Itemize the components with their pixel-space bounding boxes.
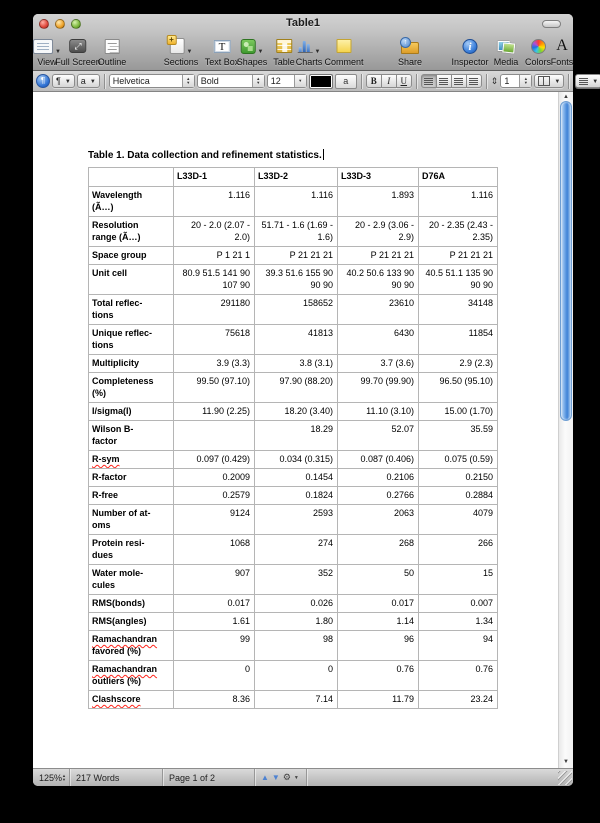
toolbar-outline-button[interactable]: Outline	[98, 34, 127, 68]
value-cell[interactable]: 266	[419, 535, 498, 565]
value-cell[interactable]: 0.76	[338, 661, 419, 691]
value-cell[interactable]: 1.893	[338, 187, 419, 217]
columns-icon	[538, 76, 550, 86]
resize-grip[interactable]	[558, 771, 572, 785]
justify-button[interactable]	[466, 74, 482, 88]
close-button[interactable]	[39, 19, 49, 29]
status-bar	[33, 768, 573, 786]
gear-icon[interactable]: ⚙	[282, 772, 291, 782]
table-row	[89, 595, 498, 613]
value-cell[interactable]: 34148	[419, 295, 498, 325]
table-row	[89, 355, 498, 373]
row-label[interactable]: Resolution range (Ã…)	[89, 217, 174, 247]
toolbar-media-button[interactable]: Media	[494, 34, 519, 68]
document-page[interactable]	[33, 92, 558, 768]
value-cell[interactable]: 2593	[255, 505, 338, 535]
table-row	[89, 295, 498, 325]
table-row	[89, 403, 498, 421]
value-cell[interactable]: 0.1454	[255, 469, 338, 487]
colors-icon	[530, 39, 545, 54]
sections-icon	[170, 38, 185, 54]
row-label[interactable]: Ramachandran favored (%)	[89, 631, 174, 661]
value-cell[interactable]: 0.2106	[338, 469, 419, 487]
value-cell[interactable]: P 21 21 21	[419, 247, 498, 265]
zoom-level: 125%	[39, 772, 63, 783]
row-label[interactable]: Protein resi- dues	[89, 535, 174, 565]
value-cell[interactable]: 1068	[174, 535, 255, 565]
table-row	[89, 505, 498, 535]
value-cell[interactable]: 0.017	[174, 595, 255, 613]
toolbar-shapes-button[interactable]: ▼ Shapes	[237, 34, 268, 68]
window-chrome	[33, 14, 573, 71]
value-cell[interactable]: 1.116	[174, 187, 255, 217]
row-label[interactable]: R-free	[89, 487, 174, 505]
previous-page-button[interactable]: ▲	[261, 772, 269, 782]
shapes-icon	[241, 39, 256, 54]
value-cell[interactable]: 4079	[419, 505, 498, 535]
media-icon	[497, 39, 515, 53]
value-cell[interactable]: 39.3 51.6 155 90 90 90	[255, 265, 338, 295]
value-cell[interactable]: 1.116	[255, 187, 338, 217]
stats-table-body	[89, 168, 498, 709]
align-right-icon	[454, 78, 463, 85]
toolbar	[33, 33, 573, 70]
value-cell[interactable]: 7.14	[255, 691, 338, 709]
value-cell[interactable]: P 21 21 21	[255, 247, 338, 265]
zoom-control[interactable]	[33, 769, 70, 786]
value-cell[interactable]: P 21 21 21	[338, 247, 419, 265]
table-icon	[276, 39, 292, 53]
value-cell[interactable]: 50	[338, 565, 419, 595]
row-label[interactable]: Wilson B- factor	[89, 421, 174, 451]
value-cell[interactable]: 0.2579	[174, 487, 255, 505]
row-label[interactable]: Multiplicity	[89, 355, 174, 373]
align-center-button[interactable]	[436, 74, 452, 88]
corner-cell[interactable]	[89, 168, 174, 187]
table-row	[89, 661, 498, 691]
table-row	[89, 451, 498, 469]
value-cell[interactable]: 99.50 (97.10)	[174, 373, 255, 403]
row-label[interactable]: R-sym	[89, 451, 174, 469]
value-cell[interactable]: 1.116	[419, 187, 498, 217]
value-cell[interactable]: 1.14	[338, 613, 419, 631]
value-cell[interactable]: 98	[255, 631, 338, 661]
alignment-group	[421, 74, 482, 88]
vertical-scrollbar[interactable]	[558, 92, 573, 768]
character-style-menu[interactable]: a ▼	[77, 74, 100, 88]
row-label[interactable]: Space group	[89, 247, 174, 265]
value-cell[interactable]: 9124	[174, 505, 255, 535]
format-bar	[33, 71, 599, 92]
value-cell[interactable]: 0.2009	[174, 469, 255, 487]
value-cell[interactable]: 1.34	[419, 613, 498, 631]
toolbar-sections-button[interactable]: + ▼ Sections	[164, 34, 199, 68]
share-icon	[401, 42, 419, 54]
value-cell[interactable]: 96.50 (95.10)	[419, 373, 498, 403]
page-navigation	[255, 769, 307, 786]
scroll-down-arrow[interactable]: ▼	[563, 759, 569, 765]
row-label[interactable]: RMS(angles)	[89, 613, 174, 631]
row-label[interactable]: I/sigma(I)	[89, 403, 174, 421]
table-header-row	[89, 168, 498, 187]
font-family-select[interactable]: Helvetica ▲ ▼	[109, 74, 195, 88]
fullscreen-icon: ⤢	[70, 39, 87, 53]
row-label[interactable]: Ramachandran outliers (%)	[89, 661, 174, 691]
value-cell[interactable]: 0.087 (0.406)	[338, 451, 419, 469]
value-cell[interactable]: 11854	[419, 325, 498, 355]
value-cell[interactable]: 18.20 (3.40)	[255, 403, 338, 421]
row-label[interactable]: Completeness (%)	[89, 373, 174, 403]
chevron-down-icon: ▼	[592, 79, 599, 85]
row-label[interactable]: Clashscore	[89, 691, 174, 709]
table-row	[89, 565, 498, 595]
chevron-down-icon: ▼	[294, 75, 306, 87]
value-cell[interactable]: 0.026	[255, 595, 338, 613]
highlight-color-well[interactable]: a	[335, 74, 357, 89]
value-cell[interactable]: 97.90 (88.20)	[255, 373, 338, 403]
table-row	[89, 487, 498, 505]
page-indicator[interactable]: Page 1 of 2	[163, 769, 255, 786]
value-cell[interactable]: 0.097 (0.429)	[174, 451, 255, 469]
chevron-down-icon: ▼	[55, 49, 61, 55]
next-page-button[interactable]: ▼	[271, 772, 280, 782]
value-cell[interactable]: 0.007	[419, 595, 498, 613]
table-row	[89, 265, 498, 295]
value-cell[interactable]: 6430	[338, 325, 419, 355]
align-left-icon	[424, 78, 433, 85]
value-cell[interactable]: 268	[338, 535, 419, 565]
font-style-select[interactable]: Bold ▲ ▼	[197, 74, 265, 88]
text-style-group	[366, 74, 412, 88]
scroll-up-arrow[interactable]: ▲	[563, 94, 569, 100]
toolbar-view-button[interactable]: ▼ View	[33, 34, 61, 68]
value-cell[interactable]: 94	[419, 631, 498, 661]
row-label[interactable]: Water mole- cules	[89, 565, 174, 595]
value-cell[interactable]: 0.76	[419, 661, 498, 691]
value-cell[interactable]: 0.017	[338, 595, 419, 613]
table-row	[89, 613, 498, 631]
table-row	[89, 469, 498, 487]
scrollbar-thumb[interactable]	[560, 101, 572, 421]
list-style-button[interactable]	[575, 74, 600, 88]
value-cell[interactable]: 274	[255, 535, 338, 565]
value-cell[interactable]: 2.9 (2.3)	[419, 355, 498, 373]
stepper-icon: ▲ ▼	[519, 75, 531, 87]
row-label[interactable]: RMS(bonds)	[89, 595, 174, 613]
stepper-icon: ▲ ▼	[252, 75, 264, 87]
inspector-icon: i	[463, 39, 478, 54]
table-row	[89, 373, 498, 403]
window-controls	[39, 19, 81, 29]
table-caption[interactable]: Table 1. Data collection and refinement statistics.	[88, 150, 322, 161]
value-cell[interactable]: 0.2150	[419, 469, 498, 487]
word-count: 217 Words	[70, 769, 163, 786]
row-label[interactable]: Number of at- oms	[89, 505, 174, 535]
textbox-icon: T	[213, 40, 230, 53]
value-cell[interactable]: 11.10 (3.10)	[338, 403, 419, 421]
value-cell[interactable]: 3.9 (3.3)	[174, 355, 255, 373]
stepper-icon: ▲ ▼	[62, 772, 66, 782]
value-cell[interactable]: 52.07	[338, 421, 419, 451]
italic-button[interactable]: I	[381, 74, 397, 88]
table-row	[89, 247, 498, 265]
column-header[interactable]: L33D-3	[338, 168, 419, 187]
value-cell[interactable]: 75618	[174, 325, 255, 355]
value-cell[interactable]: 0.1824	[255, 487, 338, 505]
zoom-button[interactable]	[71, 19, 81, 29]
value-cell[interactable]: 96	[338, 631, 419, 661]
paragraph-style-menu[interactable]: ¶ ▼	[52, 74, 75, 88]
value-cell[interactable]: 0	[255, 661, 338, 691]
value-cell[interactable]: 0	[174, 661, 255, 691]
value-cell[interactable]: 11.90 (2.25)	[174, 403, 255, 421]
table-row	[89, 187, 498, 217]
table-row	[89, 217, 498, 247]
row-label[interactable]: Total reflec- tions	[89, 295, 174, 325]
align-right-button[interactable]	[451, 74, 467, 88]
value-cell[interactable]: 352	[255, 565, 338, 595]
value-cell[interactable]: 158652	[255, 295, 338, 325]
column-header[interactable]: D76A	[419, 168, 498, 187]
chevron-down-icon: ▼	[257, 49, 264, 55]
list-icon	[579, 78, 588, 85]
row-label[interactable]: Wavelength (Ã…)	[89, 187, 174, 217]
value-cell[interactable]	[174, 421, 255, 451]
value-cell[interactable]: 99.70 (99.90)	[338, 373, 419, 403]
value-cell[interactable]: P 1 21 1	[174, 247, 255, 265]
chevron-down-icon: ▼	[554, 79, 561, 85]
bold-button[interactable]: B	[366, 74, 382, 88]
value-cell[interactable]: 2063	[338, 505, 419, 535]
view-icon	[33, 39, 53, 54]
value-cell[interactable]: 8.36	[174, 691, 255, 709]
align-left-button[interactable]	[421, 74, 437, 88]
value-cell[interactable]: 1.61	[174, 613, 255, 631]
outline-icon	[105, 39, 120, 54]
underline-button[interactable]: U	[396, 74, 412, 88]
justify-icon	[469, 78, 478, 85]
value-cell[interactable]: 0.2766	[338, 487, 419, 505]
value-cell[interactable]: 35.59	[419, 421, 498, 451]
value-cell[interactable]: 907	[174, 565, 255, 595]
toolbar-table-button[interactable]: Table	[273, 34, 295, 68]
toolbar-share-button[interactable]: ↑ Share	[398, 34, 422, 68]
chevron-down-icon: ▼	[293, 774, 299, 781]
chevron-down-icon: ▼	[186, 49, 193, 55]
toolbar-fullscreen-button[interactable]: ⤢ Full Screen	[55, 41, 101, 67]
row-label[interactable]: Unit cell	[89, 265, 174, 295]
toolbar-textbox-button[interactable]: T Text Box	[204, 40, 240, 67]
value-cell[interactable]: 15	[419, 565, 498, 595]
align-center-icon	[439, 78, 448, 85]
value-cell[interactable]: 51.71 - 1.6 (1.69 - 1.6)	[255, 217, 338, 247]
value-cell[interactable]: 18.29	[255, 421, 338, 451]
chevron-down-icon: ▼	[314, 49, 321, 55]
chevron-down-icon: ▼	[64, 79, 71, 85]
minimize-button[interactable]	[55, 19, 65, 29]
toolbar-inspector-button[interactable]: i Inspector	[451, 40, 489, 67]
table-row	[89, 325, 498, 355]
value-cell[interactable]: 3.7 (3.6)	[338, 355, 419, 373]
value-cell[interactable]: 40.2 50.6 133 90 90 90	[338, 265, 419, 295]
column-header[interactable]: L33D-1	[174, 168, 255, 187]
title-bar[interactable]	[33, 14, 573, 33]
columns-button[interactable]	[534, 74, 564, 88]
value-cell[interactable]: 15.00 (1.70)	[419, 403, 498, 421]
font-size-select[interactable]: 12 ▼	[267, 74, 307, 88]
text-color-well[interactable]	[309, 74, 333, 89]
toolbar-colors-button[interactable]: Colors	[525, 34, 551, 68]
value-cell[interactable]: 1.80	[255, 613, 338, 631]
text-cursor	[323, 149, 324, 160]
document-area	[33, 92, 573, 768]
value-cell[interactable]: 0.2884	[419, 487, 498, 505]
stepper-icon: ▲ ▼	[182, 75, 194, 87]
charts-icon	[298, 39, 313, 53]
value-cell[interactable]: 40.5 51.1 135 90 90 90	[419, 265, 498, 295]
stats-table[interactable]	[88, 167, 498, 709]
line-spacing-field[interactable]: 1 ▲ ▼	[500, 74, 532, 88]
table-row	[89, 631, 498, 661]
window-title: Table1	[285, 17, 321, 29]
value-cell[interactable]: 41813	[255, 325, 338, 355]
table-row	[89, 421, 498, 451]
value-cell[interactable]: 0.034 (0.315)	[255, 451, 338, 469]
row-label[interactable]: R-factor	[89, 469, 174, 487]
chevron-down-icon: ▼	[89, 79, 96, 85]
value-cell[interactable]: 291180	[174, 295, 255, 325]
comment-icon	[336, 39, 351, 53]
toolbar-toggle-button[interactable]	[542, 20, 561, 28]
table-row	[89, 535, 498, 565]
value-cell[interactable]: 20 - 2.35 (2.43 - 2.35)	[419, 217, 498, 247]
value-cell[interactable]: 99	[174, 631, 255, 661]
value-cell[interactable]: 20 - 2.9 (3.06 - 2.9)	[338, 217, 419, 247]
value-cell[interactable]: 23610	[338, 295, 419, 325]
pages-window	[33, 14, 599, 786]
value-cell[interactable]: 80.9 51.5 141 90 107 90	[174, 265, 255, 295]
line-spacing-icon: ⇕	[490, 75, 499, 86]
value-cell[interactable]: 11.79	[338, 691, 419, 709]
table-row	[89, 691, 498, 709]
styles-drawer-icon[interactable]: ¶	[36, 74, 50, 88]
toolbar-comment-button[interactable]: Comment	[324, 34, 363, 68]
value-cell[interactable]: 20 - 2.0 (2.07 - 2.0)	[174, 217, 255, 247]
fonts-icon: A	[556, 37, 568, 54]
toolbar-fonts-button[interactable]: A Fonts	[550, 37, 574, 67]
value-cell[interactable]: 23.24	[419, 691, 498, 709]
value-cell[interactable]: 0.075 (0.59)	[419, 451, 498, 469]
row-label[interactable]: Unique reflec- tions	[89, 325, 174, 355]
column-header[interactable]: L33D-2	[255, 168, 338, 187]
toolbar-charts-button[interactable]: ▼ Charts	[296, 34, 323, 68]
value-cell[interactable]: 3.8 (3.1)	[255, 355, 338, 373]
